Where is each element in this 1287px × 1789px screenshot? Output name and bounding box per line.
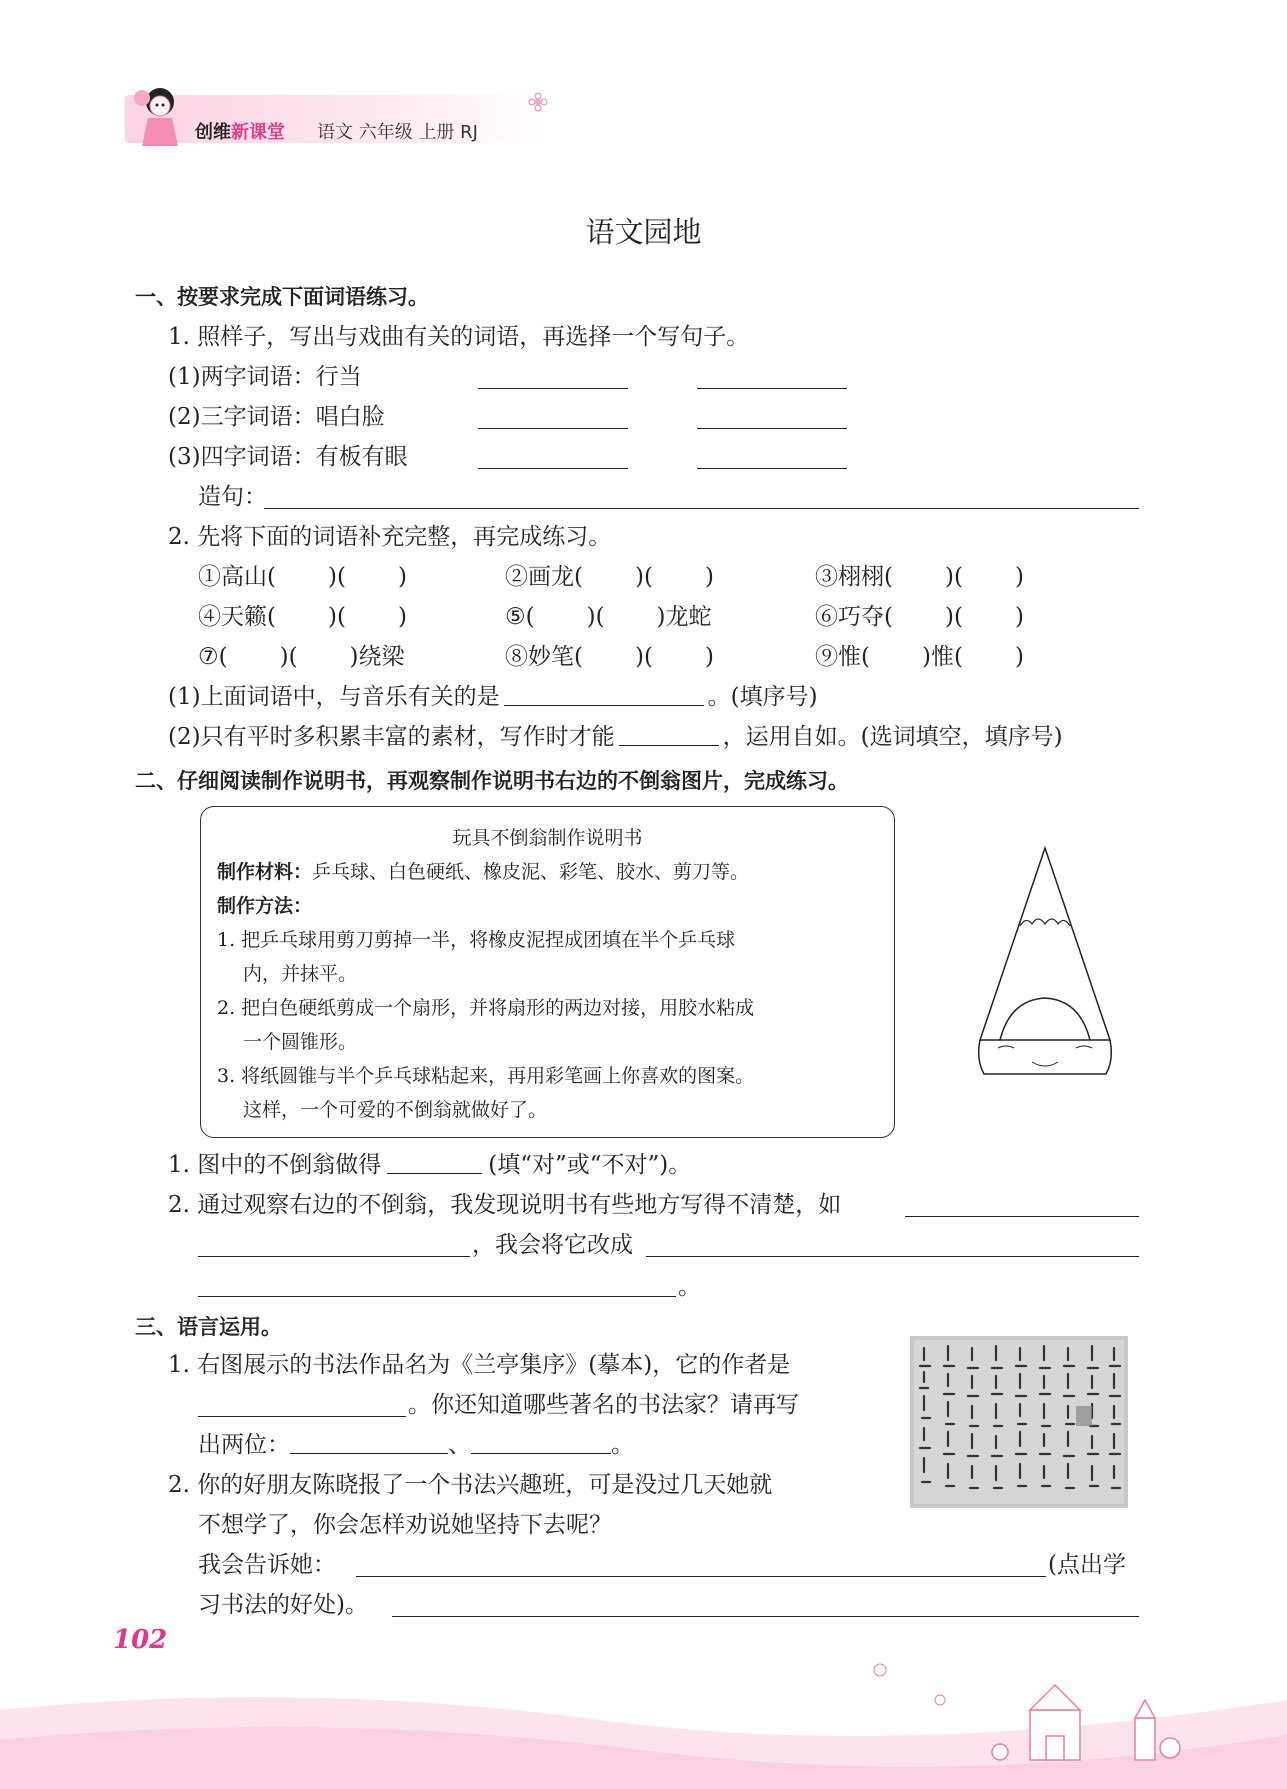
step-1-cont: 内，并抹平。 [243, 963, 358, 985]
method-label: 制作方法： [217, 895, 313, 917]
footer-wave [0, 1640, 1287, 1789]
answer-line[interactable] [697, 468, 847, 469]
idiom-item: ④天籁( )( ) [198, 604, 407, 630]
s1-q2: 2. 先将下面的词语补充完整，再完成练习。 [168, 524, 612, 550]
calligraphy-image [910, 1336, 1128, 1508]
s1-r3-label: (3)四字词语：有板有眼 [168, 444, 408, 470]
idiom-item: ⑤( )( )龙蛇 [505, 604, 712, 630]
s1-r1-label: (1)两字词语：行当 [168, 364, 362, 390]
s1-q1: 1. 照样子，写出与戏曲有关的词语，再选择一个写句子。 [168, 324, 750, 350]
s2-q1: 1. 图中的不倒翁做得 (填“对”或“不对”)。 [168, 1152, 692, 1178]
answer-line[interactable] [198, 1296, 676, 1297]
step-2: 2. 把白色硬纸剪成一个扇形，并将扇形的两边对接，用胶水粘成 [217, 997, 755, 1019]
answer-line[interactable] [356, 1576, 1046, 1577]
s2-q2-end: 。 [678, 1274, 701, 1300]
idiom-item: ①高山( )( ) [198, 564, 407, 590]
s1-r2-label: (2)三字词语：唱白脸 [168, 404, 385, 430]
step-1: 1. 把乒乓球用剪刀剪掉一半，将橡皮泥捏成团填在半个乒乓球 [217, 929, 736, 951]
answer-line[interactable] [697, 388, 847, 389]
answer-line[interactable] [198, 1256, 470, 1257]
answer-line[interactable] [478, 428, 628, 429]
section-1-heading: 一、按要求完成下面词语练习。 [135, 285, 429, 309]
answer-line[interactable] [290, 1433, 448, 1454]
sentence-line[interactable] [264, 508, 1139, 509]
s3-q1-b: 。你还知道哪些著名的书法家？请再写 [408, 1392, 799, 1418]
section-3-heading: 三、语言运用。 [135, 1315, 282, 1339]
idiom-item: ⑨惟( )惟( ) [815, 644, 1024, 670]
s3-q2-b: 不想学了，你会怎样劝说她坚持下去呢？ [198, 1512, 612, 1538]
materials: 制作材料：乒乓球、白色硬纸、橡皮泥、彩笔、胶水、剪刀等。 [217, 861, 750, 883]
tumbler-toy-illustration [970, 840, 1120, 1100]
answer-line[interactable] [478, 468, 628, 469]
s3-q2: 2. 你的好朋友陈晓报了一个书法兴趣班，可是没过几天她就 [168, 1472, 773, 1498]
idiom-item: ②画龙( )( ) [505, 564, 714, 590]
cartoon-girl-icon [128, 80, 188, 152]
s3-q2-c: 我会告诉她： [198, 1552, 336, 1578]
answer-line[interactable] [392, 1616, 1139, 1617]
answer-line[interactable] [471, 1433, 611, 1454]
idiom-item: ⑥巧夺( )( ) [815, 604, 1024, 630]
flower-icon [528, 92, 548, 112]
instruction-title: 玩具不倒翁制作说明书 [452, 827, 643, 849]
answer-line[interactable] [198, 1416, 406, 1417]
s1-sub1: (1)上面词语中，与音乐有关的是 。(填序号) [168, 684, 818, 710]
idiom-item: ⑦( )( )绕梁 [198, 644, 405, 670]
brand-name: 创维新课堂 [195, 122, 285, 143]
subject-info: 语文 六年级 上册 RJ [317, 122, 478, 143]
section-2-heading: 二、仔细阅读制作说明书，再观察制作说明书右边的不倒翁图片，完成练习。 [135, 769, 849, 793]
step-3-cont: 这样，一个可爱的不倒翁就做好了。 [243, 1099, 548, 1121]
idiom-item: ⑧妙笔( )( ) [505, 644, 714, 670]
step-3: 3. 将纸圆锥与半个乒乓球粘起来，再用彩笔画上你喜欢的图案。 [217, 1065, 755, 1087]
answer-line[interactable] [387, 1153, 482, 1174]
answer-line[interactable] [478, 388, 628, 389]
step-2-cont: 一个圆锥形。 [243, 1031, 358, 1053]
answer-line[interactable] [905, 1216, 1139, 1217]
s3-q1-c: 出两位： 、 。 [198, 1432, 634, 1458]
page-title: 语文园地 [585, 215, 702, 249]
s3-q1: 1. 右图展示的书法作品名为《兰亭集序》(摹本)，它的作者是 [168, 1352, 791, 1378]
answer-line[interactable] [504, 685, 704, 706]
page-number: 102 [113, 1625, 168, 1655]
answer-line[interactable] [646, 1256, 1139, 1257]
idiom-item: ③栩栩( )( ) [815, 564, 1024, 590]
s2-q2: 2. 通过观察右边的不倒翁，我发现说明书有些地方写得不清楚，如 [168, 1192, 842, 1218]
sentence-label: 造句： [198, 484, 267, 510]
s3-q2-e: 习书法的好处)。 [198, 1592, 368, 1618]
answer-line[interactable] [697, 428, 847, 429]
s1-sub2: (2)只有平时多积累丰富的素材，写作时才能 ，运用自如。(选词填空，填序号) [168, 724, 1063, 750]
answer-line[interactable] [619, 725, 719, 746]
instruction-box [200, 806, 895, 1138]
s3-q2-d: (点出学 [1048, 1552, 1126, 1578]
s2-q2-mid: ，我会将它改成 [472, 1232, 633, 1258]
